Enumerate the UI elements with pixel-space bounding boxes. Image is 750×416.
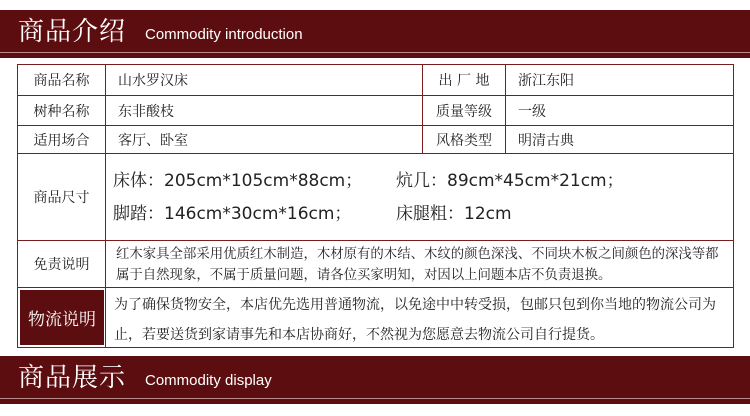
size-leg: 床腿粗：12cm	[396, 204, 512, 224]
intro-subtitle: Commodity introduction	[145, 26, 303, 43]
banner-divider	[0, 398, 750, 399]
table-row	[18, 65, 733, 96]
origin-label: 出 厂 地	[438, 73, 490, 89]
display-title: 商品展示	[18, 363, 127, 393]
size-table: 炕几：89cm*45cm*21cm；	[396, 171, 624, 191]
grade-value: 一级	[518, 103, 546, 120]
place-label: 适用场合	[33, 132, 90, 149]
disclaimer-text: 红木家具全部采用优质红木制造，木材原有的木结、木纹的颜色深浅、不同块木板之间颜色的深浅等都属于自然现象，不属于质量问题，请各位买家明知，对因以上问题本店不负责退换。	[116, 247, 719, 283]
origin-value: 浙江东阳	[518, 73, 574, 89]
banner-divider	[0, 52, 750, 53]
table-row	[18, 288, 733, 347]
wood-label: 树种名称	[33, 103, 90, 120]
style-label: 风格类型	[436, 132, 492, 149]
place-value: 客厅、卧室	[118, 132, 188, 149]
intro-banner	[0, 10, 750, 58]
size-step: 脚踏：146cm*30cm*16cm；	[113, 204, 352, 224]
display-subtitle: Commodity display	[145, 372, 272, 389]
grade-label: 质量等级	[436, 103, 492, 120]
table-row	[18, 126, 733, 154]
shipping-label: 物流说明	[20, 290, 104, 345]
table-row	[18, 96, 733, 126]
wood-value: 东非酸枝	[118, 103, 174, 120]
name-value: 山水罗汉床	[118, 73, 188, 89]
display-banner	[0, 356, 750, 404]
size-bed: 床体：205cm*105cm*88cm；	[113, 171, 363, 191]
name-label: 商品名称	[33, 73, 90, 89]
style-value: 明清古典	[518, 132, 574, 149]
size-label: 商品尺寸	[33, 190, 90, 206]
disclaimer-label: 免责说明	[33, 257, 90, 273]
table-row	[18, 154, 733, 241]
intro-title: 商品介绍	[18, 17, 127, 47]
shipping-text: 为了确保货物安全，本店优先选用普通物流，以免途中中转受损，包邮只包到你当地的物流公司为止，若要送货到家请事先和本店协商好，不然视为您愿意去物流公司自行提货。	[114, 297, 716, 343]
table-row	[18, 241, 733, 288]
spec-table	[17, 64, 734, 348]
